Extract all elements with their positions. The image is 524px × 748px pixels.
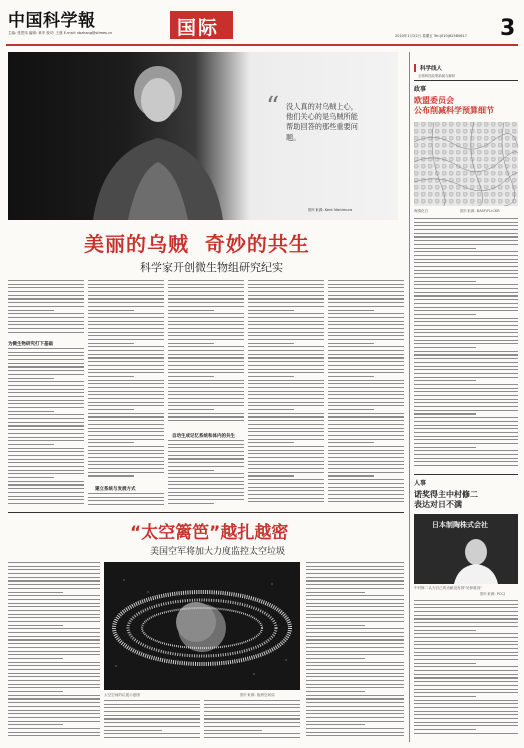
sidebar-article-2-body — [414, 600, 518, 740]
bottom-subheadline: 美国空军将加大力度监控太空垃圾 — [150, 547, 286, 557]
bottom-article-column-3 — [204, 700, 300, 742]
nakamura-figure — [414, 514, 518, 584]
politics-label: 政事 — [414, 86, 427, 93]
bottom-article-column-1 — [8, 562, 100, 742]
main-article-column-3 — [168, 280, 244, 427]
quote-mark-icon: “ — [266, 92, 280, 122]
main-article-column-4 — [248, 280, 324, 508]
sidebar — [414, 52, 518, 742]
bottom-headline: “太空篱笆”越扎越密 — [130, 523, 289, 543]
bottom-image-credit: 图片来源: 欧洲空间局 — [240, 693, 275, 697]
sidebar-article-2-title: 诺奖得主中村修二 表达对日不满 — [414, 490, 478, 509]
sidebar-divider — [409, 52, 410, 742]
space-debris-image — [104, 562, 300, 690]
sidebar-image-2-credit: 图片来源: PCCJ — [480, 592, 505, 596]
main-article-column-2b — [88, 493, 164, 508]
masthead-rule — [6, 44, 518, 46]
sidebar-article-1-title: 欧盟委员会 公布削减科学预算细节 — [414, 96, 494, 115]
people-label: 人事 — [414, 480, 427, 487]
space-debris-illustration — [104, 562, 300, 690]
sidebar-image-1-credit: 图片来源: BASF/FLICKR — [460, 209, 500, 213]
sidebar-image-2-caption: 中村修二认为自己的贡献没有被"足够重视" — [414, 586, 482, 590]
date-info: 2010年1月22日 星期五 Tel:(010)62580617 — [395, 34, 467, 38]
main-subhead-2: 建立系统与发展方式 — [95, 487, 136, 492]
bottom-article-column-4 — [306, 562, 404, 742]
main-subhead-3: 自动生成记忆系统和体内的共生 — [172, 434, 235, 439]
column-sub: 全球科技政策新闻与解析 — [418, 74, 456, 78]
sidebar-article-1-body — [414, 218, 518, 470]
photo-credit: 图片来源: Kent Nishimura — [308, 208, 353, 212]
bottom-article-rule — [8, 512, 404, 513]
page-number: 3 — [500, 16, 516, 41]
newspaper-logo: 中国科学報 — [8, 11, 96, 31]
main-subhead-1: 为微生物研究打下基础 — [8, 342, 53, 347]
main-headline: 美丽的乌贼 奇妙的共生 — [84, 232, 310, 256]
sponge-fossil-image — [414, 122, 518, 206]
main-article-column-3b — [168, 440, 244, 508]
main-article-column-1 — [8, 280, 84, 337]
scientist-photo — [8, 52, 398, 220]
bottom-article-column-2 — [104, 700, 200, 742]
masthead — [0, 0, 524, 46]
main-subheadline: 科学家开创微生物组研究纪实 — [140, 261, 283, 274]
pull-quote: 没人真的对乌贼上心，他们关心的是乌贼所能帮助回答的那些重要问题。 — [286, 102, 358, 142]
sidebar-rule-2 — [414, 474, 518, 475]
nakamura-photo — [414, 514, 518, 584]
main-article-column-2 — [88, 280, 164, 482]
header-info: 主编: 张思玮 编辑: 黄辛 校对: 王康 E-mail: xbzhang@stimes.cn — [8, 31, 113, 35]
bottom-image-caption: 太空空间的垃圾示意图 — [104, 693, 140, 697]
sidebar-rule-1 — [414, 80, 518, 81]
section-title: 国际 — [177, 17, 220, 39]
column-label: 科学线人 — [414, 64, 442, 72]
main-article-column-5 — [328, 280, 404, 508]
sidebar-image-1-caption: 海绵化石 — [414, 209, 429, 213]
nakamura-photo-sign: 日本制陶株式会社 — [432, 521, 488, 529]
main-article-column-1b — [8, 348, 84, 508]
sponge-texture — [414, 122, 518, 206]
